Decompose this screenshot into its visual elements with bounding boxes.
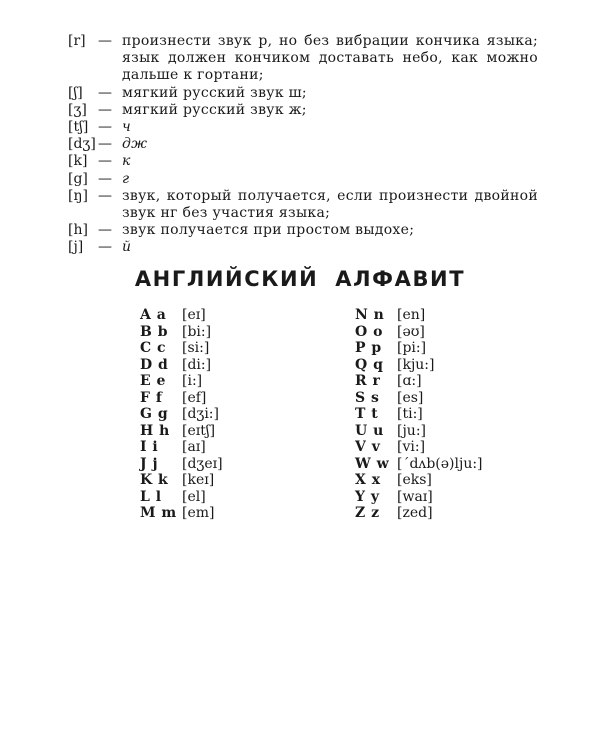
letter-pair: H h bbox=[140, 422, 170, 439]
letter-pair: C c bbox=[140, 340, 167, 356]
letter-transcription: [waɪ] bbox=[397, 488, 433, 505]
note-symbol: [dʒ] bbox=[68, 136, 96, 153]
letter-transcription: [dʒi:] bbox=[182, 406, 219, 422]
note-row bbox=[68, 136, 538, 153]
alphabet-row bbox=[355, 307, 483, 324]
letter-pair: B b bbox=[140, 323, 168, 340]
note-row bbox=[68, 119, 538, 136]
letter-transcription: [pi:] bbox=[397, 340, 427, 356]
letter-pair: V v bbox=[355, 439, 381, 455]
letter-transcription: [es] bbox=[397, 389, 424, 406]
letter-pair: I i bbox=[140, 439, 159, 455]
letter-transcription: [ef] bbox=[182, 389, 207, 406]
note-dash: — bbox=[98, 101, 112, 118]
alphabet-row bbox=[140, 439, 223, 456]
alphabet-row bbox=[355, 456, 483, 473]
letter-pair: A a bbox=[140, 307, 167, 323]
alphabet-row bbox=[140, 357, 223, 374]
note-symbol: [h] bbox=[68, 222, 88, 239]
letter-pair: Z z bbox=[355, 505, 380, 521]
letter-transcription: [bi:] bbox=[182, 323, 212, 340]
alphabet-row bbox=[140, 373, 223, 390]
letter-transcription: [əʊ] bbox=[397, 323, 425, 340]
note-row bbox=[68, 85, 538, 102]
letter-pair: G g bbox=[140, 406, 169, 422]
alphabet-row bbox=[140, 390, 223, 407]
note-symbol: [k] bbox=[68, 153, 88, 170]
alphabet-row bbox=[140, 472, 223, 489]
alphabet-row bbox=[140, 423, 223, 440]
letter-pair: J j bbox=[140, 455, 159, 472]
alphabet-row bbox=[355, 324, 483, 341]
note-text: ч bbox=[122, 119, 132, 136]
note-dash: — bbox=[98, 153, 112, 170]
letter-transcription: [ju:] bbox=[397, 422, 426, 439]
alphabet-row bbox=[140, 489, 223, 506]
letter-transcription: [zed] bbox=[397, 505, 433, 521]
letter-pair: S s bbox=[355, 389, 380, 406]
letter-pair: O o bbox=[355, 323, 383, 340]
note-dash: — bbox=[98, 170, 112, 187]
alphabet-row bbox=[355, 357, 483, 374]
letter-transcription: [aɪ] bbox=[182, 439, 206, 455]
alphabet-row bbox=[355, 406, 483, 423]
letter-transcription: [kju:] bbox=[397, 356, 435, 373]
letter-transcription: [em] bbox=[182, 505, 215, 521]
note-row bbox=[68, 239, 538, 256]
letter-transcription: [vi:] bbox=[397, 439, 426, 455]
letter-transcription: [si:] bbox=[182, 340, 210, 356]
letter-pair: R r bbox=[355, 373, 381, 389]
note-dash: — bbox=[98, 222, 112, 239]
letter-transcription: [ti:] bbox=[397, 406, 423, 422]
letter-pair: F f bbox=[140, 389, 163, 406]
note-text: звук получается при простом выдохе; bbox=[122, 222, 415, 239]
letter-transcription: [i:] bbox=[182, 373, 203, 389]
note-text: произнести звук р, но без вибрации кончика языка; язык должен кончиком доставать небо, как можно дальше к гортани; bbox=[122, 33, 538, 84]
alphabet-row bbox=[140, 406, 223, 423]
note-text: мягкий русский звук ш; bbox=[122, 84, 307, 101]
alphabet-row bbox=[355, 472, 483, 489]
note-text: к bbox=[122, 153, 131, 170]
page-title: АНГЛИЙСКИЙ АЛФАВИТ bbox=[134, 267, 466, 291]
letter-transcription: [eɪtʃ] bbox=[182, 422, 216, 439]
note-dash: — bbox=[98, 84, 112, 101]
note-text: дж bbox=[122, 136, 148, 153]
letter-transcription: [dʒeɪ] bbox=[182, 455, 223, 472]
alphabet-row bbox=[140, 456, 223, 473]
letter-pair: Q q bbox=[355, 356, 384, 373]
alphabet-row bbox=[140, 307, 223, 324]
alphabet-row bbox=[355, 505, 483, 522]
letter-pair: D d bbox=[140, 356, 169, 373]
note-row bbox=[68, 188, 538, 222]
note-dash: — bbox=[98, 239, 112, 256]
letter-transcription: [eɪ] bbox=[182, 307, 206, 323]
alphabet-row bbox=[140, 340, 223, 357]
alphabet-row bbox=[355, 390, 483, 407]
note-text: й bbox=[122, 239, 132, 256]
note-symbol: [ŋ] bbox=[68, 187, 88, 204]
note-row bbox=[68, 171, 538, 188]
letter-transcription: [keɪ] bbox=[182, 472, 215, 488]
note-text: мягкий русский звук ж; bbox=[122, 101, 307, 118]
letter-pair: T t bbox=[355, 406, 379, 422]
alphabet-row bbox=[355, 340, 483, 357]
note-symbol: [ʒ] bbox=[68, 101, 87, 118]
letter-pair: N n bbox=[355, 307, 385, 323]
alphabet-row bbox=[355, 439, 483, 456]
letter-transcription: [ˊdʌb(ə)lju:] bbox=[397, 455, 483, 472]
letter-pair: L l bbox=[140, 488, 162, 505]
letter-transcription: [ɑ:] bbox=[397, 373, 422, 389]
letter-transcription: [el] bbox=[182, 488, 206, 505]
note-text: г bbox=[122, 170, 130, 187]
alphabet-row bbox=[140, 324, 223, 341]
letter-pair: M m bbox=[140, 505, 177, 521]
phonetic-notes bbox=[68, 33, 538, 257]
alphabet-column-left bbox=[140, 307, 223, 522]
letter-pair: K k bbox=[140, 472, 169, 488]
note-row bbox=[68, 33, 538, 85]
letter-transcription: [di:] bbox=[182, 356, 212, 373]
letter-pair: E e bbox=[140, 373, 166, 389]
note-symbol: [tʃ] bbox=[68, 119, 89, 136]
letter-pair: Y y bbox=[355, 488, 380, 505]
alphabet-row bbox=[355, 489, 483, 506]
note-row bbox=[68, 153, 538, 170]
note-row bbox=[68, 102, 538, 119]
alphabet-row bbox=[355, 423, 483, 440]
note-dash: — bbox=[98, 187, 112, 204]
note-dash: — bbox=[98, 119, 112, 136]
note-dash: — bbox=[98, 136, 112, 153]
note-symbol: [ʃ] bbox=[68, 84, 83, 101]
note-row bbox=[68, 222, 538, 239]
note-symbol: [g] bbox=[68, 170, 88, 187]
letter-pair: P p bbox=[355, 340, 382, 356]
note-text: звук, который получается, если произнести двойной звук нг без участия языка; bbox=[122, 187, 538, 222]
note-symbol: [r] bbox=[68, 33, 86, 49]
letter-transcription: [en] bbox=[397, 307, 426, 323]
alphabet-row bbox=[355, 373, 483, 390]
letter-pair: X x bbox=[355, 472, 381, 488]
alphabet-row bbox=[140, 505, 223, 522]
note-symbol: [j] bbox=[68, 239, 84, 256]
note-dash: — bbox=[98, 33, 112, 49]
letter-transcription: [eks] bbox=[397, 472, 432, 488]
letter-pair: W w bbox=[355, 455, 390, 472]
alphabet-column-right bbox=[355, 307, 483, 522]
letter-pair: U u bbox=[355, 422, 384, 439]
